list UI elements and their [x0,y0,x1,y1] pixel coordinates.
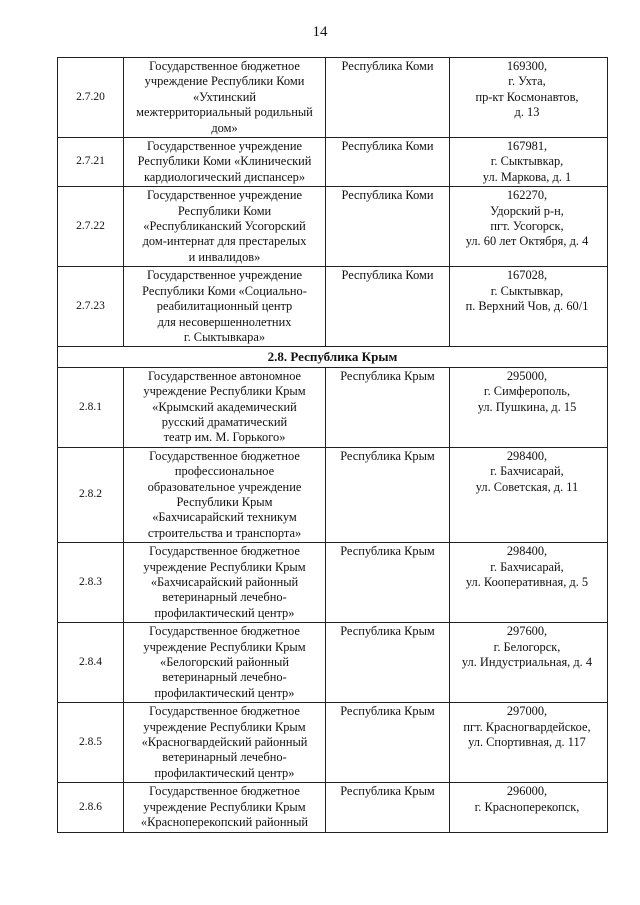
address-line: 298400, [506,544,548,559]
institution-name-line: Республики Коми «Социально- [142,283,307,298]
institution-name-line: дом» [211,120,238,135]
address-line: п. Верхний Чов, д. 60/1 [465,299,589,314]
address-line: ул. Маркова, д. 1 [482,169,572,184]
region: Республика Коми [326,58,450,138]
region: Республика Крым [326,367,450,447]
address [450,703,608,783]
region: Республика Крым [326,543,450,623]
institution-name [124,623,326,703]
region: Республика Крым [326,447,450,542]
institution-name-line: профессиональное [174,464,275,479]
institution-name-line: «Бахчисарайский районный [150,575,299,589]
address-line: г. Сыктывкар, [490,283,564,298]
address-line: 296000, [506,784,548,799]
row-number: 2.8.2 [58,447,124,542]
institution-name-line: дом-интернат для престарелых [142,234,307,249]
institution-name-line: учреждение Республики Крым [143,799,306,814]
institution-name-line: учреждение Республики Крым [143,384,306,399]
institution-name-line: учреждение Республики Коми [144,74,305,89]
region: Республика Крым [326,623,450,703]
institution-name-line: Государственное бюджетное [149,448,300,463]
institution-name-line: профилактический центр» [154,605,295,620]
table-row [58,138,608,187]
row-number: 2.8.6 [58,783,124,832]
table-row [58,58,608,138]
page-number: 14 [312,24,328,40]
table-row [58,623,608,703]
institution-name-line: учреждение Республики Крым [143,719,306,734]
address-line: пгт. Красногвардейское, [463,719,591,734]
institution-name-line: Государственное бюджетное [149,784,300,799]
address-line: ул. Пушкина, д. 15 [477,399,577,414]
address-line: ул. Индустриальная, д. 4 [461,655,593,670]
institution-name-line: «Ухтинский [192,89,257,104]
address [450,138,608,187]
table-row [58,703,608,783]
row-number: 2.8.4 [58,623,124,703]
institution-name-line: Государственное бюджетное [149,624,300,639]
institution-name-line: Республики Крым [176,494,273,509]
institution-name-line: для несовершеннолетних [157,314,292,329]
address [450,623,608,703]
institution-name [124,267,326,347]
address-line: пгт. Усогорск, [490,219,564,234]
row-number: 2.8.1 [58,367,124,447]
institution-name-line: учреждение Республики Крым [143,639,306,654]
institution-name [124,367,326,447]
address [450,267,608,347]
table-body-crimea [58,367,608,832]
address-line: г. Симферополь, [483,384,571,399]
institution-name-line: «Крымский академический [152,399,297,414]
address [450,543,608,623]
institution-name-line: Республики Коми «Клинический [137,154,312,169]
institution-name-line: Государственное бюджетное [149,704,300,719]
address-line: 167028, [506,268,548,283]
address-line: г. Бахчисарай, [490,464,564,479]
institution-name [124,138,326,187]
region: Республика Коми [326,138,450,187]
table-body-komi [58,58,608,347]
address [450,367,608,447]
institution-name-line: Государственное бюджетное [149,544,300,559]
row-number: 2.8.3 [58,543,124,623]
institution-name-line: Государственное автономное [147,368,302,383]
address-line: 295000, [506,368,548,383]
institution-name-line: строительства и транспорта» [147,525,302,540]
section-title: 2.8. Республика Крым [58,347,608,367]
institution-name [124,447,326,542]
institution-name-line: ветеринарный лечебно- [162,750,287,765]
address-line: Удорский р-н, [490,203,564,218]
address [450,783,608,832]
address-line: ул. Советская, д. 11 [475,479,579,494]
institution-name-line: образовательное учреждение [147,479,302,494]
institution-name-line: «Красногвардейский районный [141,735,308,750]
institutions-table [57,57,608,833]
table-row [58,543,608,623]
table-row [58,187,608,267]
institution-name-line: «Республиканский Усогорский [143,219,306,234]
address-line: 162270, [506,188,548,203]
row-number: 2.7.23 [58,267,124,347]
address-line: ул. 60 лет Октября, д. 4 [465,234,589,249]
institution-name-line: Государственное учреждение [147,268,302,283]
address-line: пр-кт Космонавтов, [475,89,579,104]
institution-name-line: кардиологический диспансер» [143,169,306,184]
institution-name-line: профилактический центр» [154,765,295,780]
institution-name [124,187,326,267]
institution-name-line: учреждение Республики Крым [143,559,306,574]
institution-name [124,543,326,623]
institution-name-line: межтерриториальный родильный [136,105,313,120]
address [450,187,608,267]
institution-name-line: «Красноперекопский районный [140,815,309,830]
institution-name-line: Государственное учреждение [147,139,302,154]
row-number: 2.7.20 [58,58,124,138]
institution-name-line: ветеринарный лечебно- [162,670,287,685]
row-number: 2.7.22 [58,187,124,267]
address [450,58,608,138]
institution-name-line: Государственное бюджетное [149,59,300,73]
table-row [58,783,608,832]
institution-name [124,58,326,138]
row-number: 2.7.21 [58,138,124,187]
address-line: г. Красноперекопск, [474,799,580,814]
address-line: ул. Кооперативная, д. 5 [465,575,589,589]
address-line: г. Сыктывкар, [490,154,564,169]
region: Республика Крым [326,783,450,832]
address-line: г. Бахчисарай, [490,559,564,574]
institution-name-line: реабилитационный центр [156,299,293,314]
table-row [58,267,608,347]
institution-name-line: профилактический центр» [154,685,295,700]
institution-name-line: «Бахчисарайский техникум [152,510,297,525]
institution-name-line: Государственное учреждение [147,188,302,203]
table-row [58,367,608,447]
institution-name-line: русский драматический [161,414,288,429]
address-line: 167981, [506,139,548,154]
address-line: г. Ухта, [508,74,546,89]
address-line: 297600, [506,624,548,639]
row-number: 2.8.5 [58,703,124,783]
address-line: 298400, [506,448,548,463]
section-row [58,347,608,367]
region: Республика Коми [326,267,450,347]
address-line: ул. Спортивная, д. 117 [468,735,586,750]
institution-name-line: г. Сыктывкара» [183,329,266,344]
institution-name-line: Республики Коми [177,203,272,218]
institution-name-line: ветеринарный лечебно- [162,590,287,605]
institution-name-line: «Белогорский районный [160,655,289,670]
address-line: г. Белогорск, [493,639,561,654]
institution-name [124,703,326,783]
address-line: д. 13 [514,105,540,120]
table-row [58,447,608,542]
institution-name-line: и инвалидов» [188,249,261,264]
address-line: 169300, [506,59,548,73]
institution-name [124,783,326,832]
address [450,447,608,542]
address-line: 297000, [506,704,548,719]
region: Республика Крым [326,703,450,783]
region: Республика Коми [326,187,450,267]
institution-name-line: театр им. М. Горького» [163,430,286,445]
section-header-group [58,347,608,367]
